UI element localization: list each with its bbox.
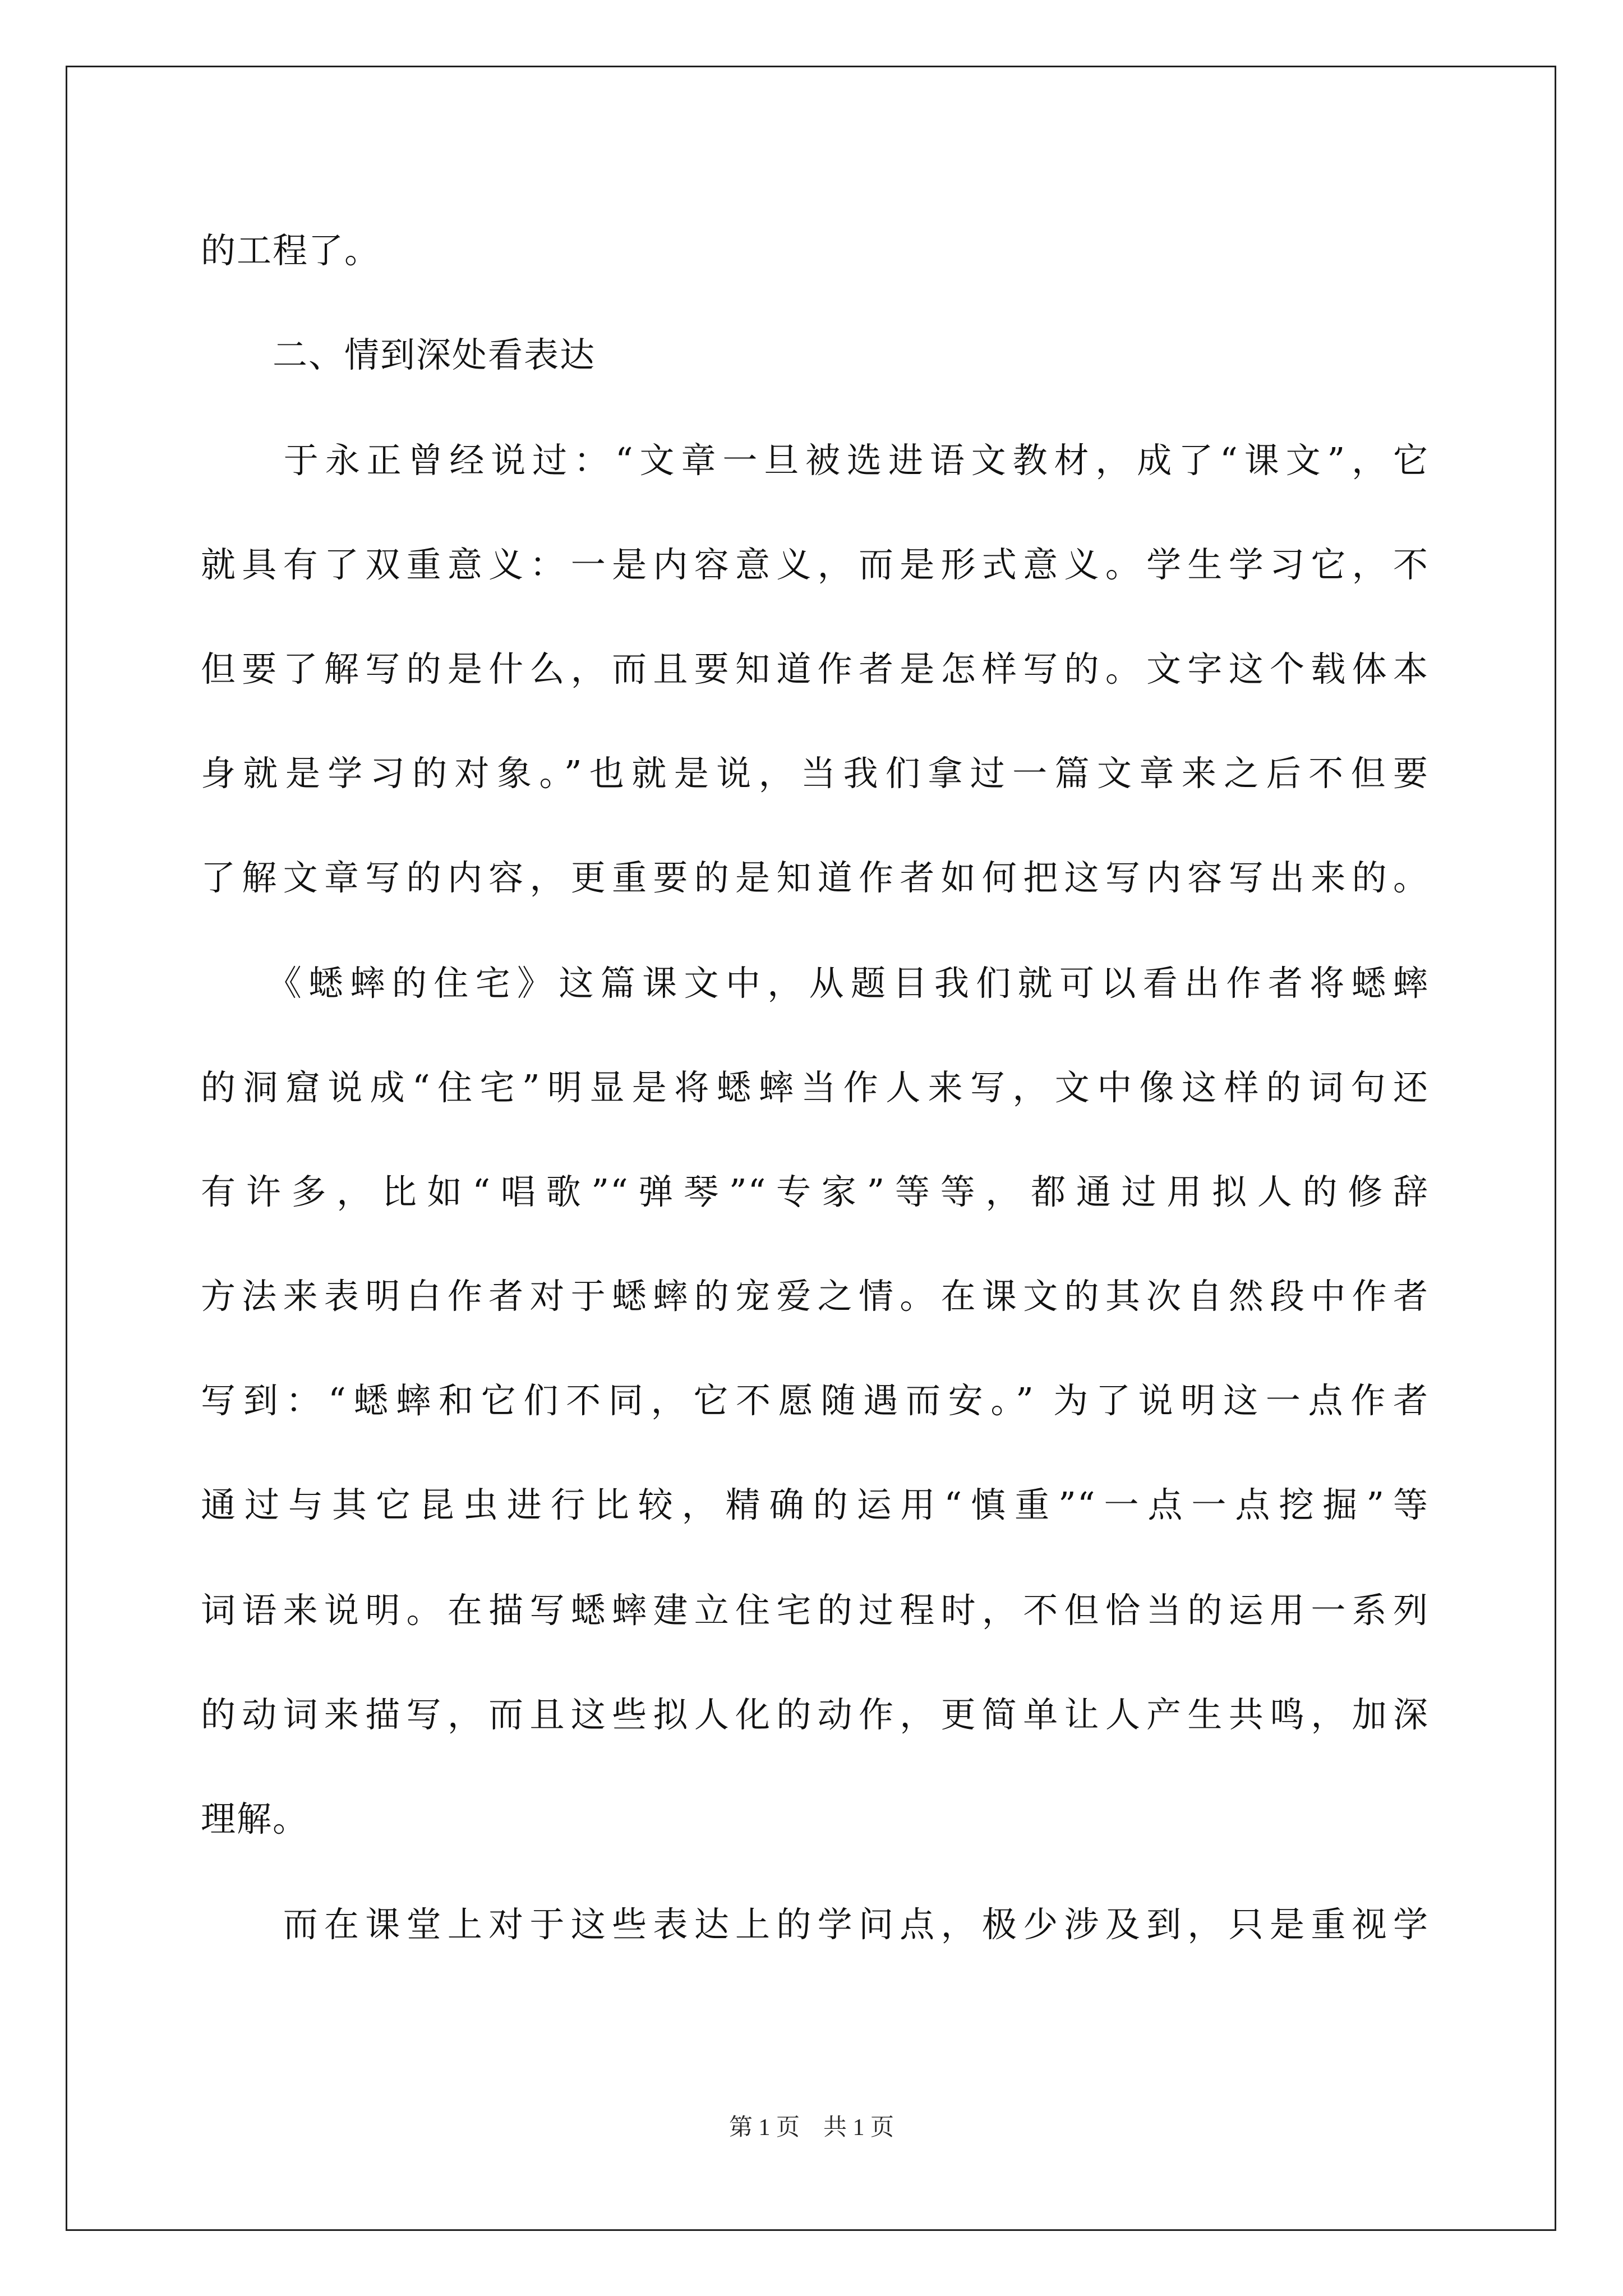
text-line: 于永正曾经说过：“文章一旦被选进语文教材，成了“课文”，它	[201, 440, 1429, 481]
text-line: 的洞窟说成“住宅”明显是将蟋蟀当作人来写，文中像这样的词句还	[201, 1067, 1429, 1108]
text-line: 而在课堂上对于这些表达上的学问点，极少涉及到，只是重视学	[201, 1904, 1429, 1945]
page-number-footer: 第 1 页 共 1 页	[728, 2115, 894, 2141]
text-line: 的工程了。	[201, 230, 381, 271]
section-heading: 二、情到深处看表达	[201, 334, 596, 375]
text-line: 通过与其它昆虫进行比较，精确的运用“慎重”“一点一点挖掘”等	[201, 1484, 1429, 1525]
text-line: 有许多，比如“唱歌”“弹琴”“专家”等等，都通过用拟人的修辞	[201, 1171, 1429, 1212]
text-line: 词语来说明。在描写蟋蟀建立住宅的过程时，不但恰当的运用一系列	[201, 1590, 1429, 1631]
text-line: 但要了解写的是什么，而且要知道作者是怎样写的。文字这个载体本	[201, 648, 1429, 689]
text-line: 了解文章写的内容，更重要的是知道作者如何把这写内容写出来的。	[201, 857, 1429, 898]
text-line: 理解。	[201, 1798, 309, 1839]
text-line: 就具有了双重意义：一是内容意义，而是形式意义。学生学习它，不	[201, 544, 1429, 585]
text-line: 《蟋蟀的住宅》这篇课文中，从题目我们就可以看出作者将蟋蟀	[201, 963, 1429, 1004]
text-line: 方法来表明白作者对于蟋蟀的宠爱之情。在课文的其次自然段中作者	[201, 1276, 1429, 1317]
text-line: 身就是学习的对象。”也就是说，当我们拿过一篇文章来之后不但要	[201, 753, 1429, 794]
text-line: 写到：“蟋蟀和它们不同，它不愿随遇而安。” 为了说明这一点作者	[201, 1380, 1429, 1421]
text-line: 的动词来描写，而且这些拟人化的动作，更简单让人产生共鸣，加深	[201, 1694, 1429, 1735]
